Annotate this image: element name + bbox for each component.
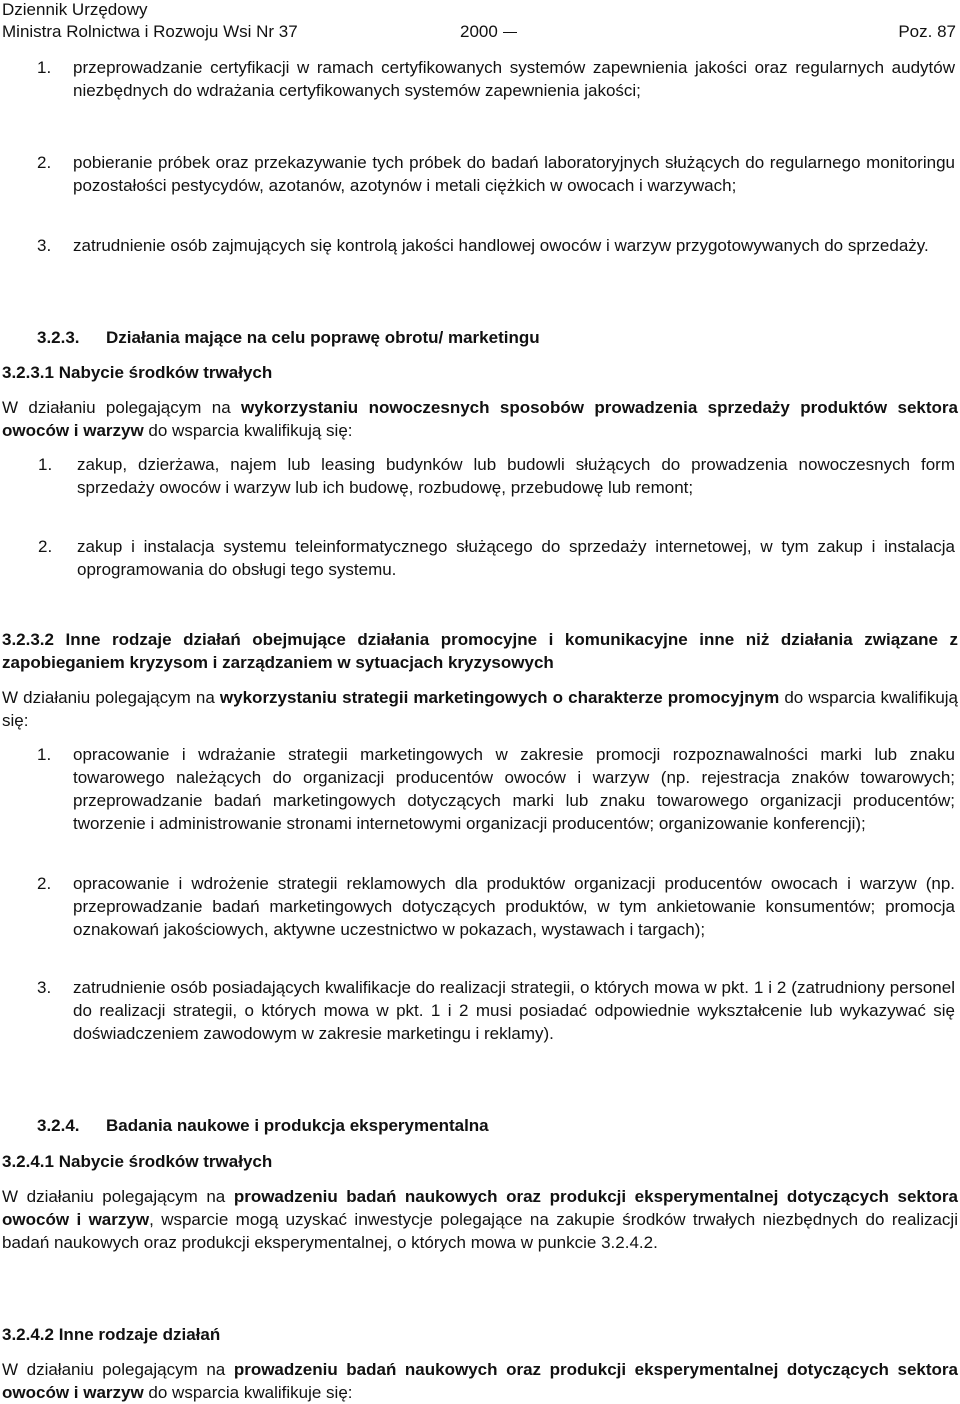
page-header — [2, 0, 958, 43]
ministry-issue: Ministra Rolnictwa i Rozwoju Wsi Nr 37 — [2, 22, 298, 41]
section-number: 3.2.4. — [37, 1116, 80, 1135]
section-intro: W działaniu polegającym na prowadzeniu badań naukowych oraz produkcji eksperymentalnej dotyczących sektora owoców i warzyw do wsparcia kwalifikuje się: — [2, 1360, 958, 1402]
journal-title: Dziennik Urzędowy — [2, 0, 148, 19]
section-intro: W działaniu polegającym na wykorzystaniu strategii marketingowych o charakterze promocyjnym do wsparcia kwalifikują się: — [2, 688, 958, 730]
position-number: Poz. 87 — [898, 22, 956, 41]
subsection-heading: 3.2.3.1 Nabycie środków trwałych — [2, 363, 273, 382]
subsection-heading: 3.2.4.1 Nabycie środków trwałych — [2, 1152, 273, 1171]
section-heading: Badania naukowe i produkcja eksperymentalna — [106, 1116, 489, 1135]
header-line — [2, 21, 958, 43]
section-heading: Działania mające na celu poprawę obrotu/ marketingu — [106, 328, 540, 347]
subsection-heading: 3.2.4.2 Inne rodzaje działań — [2, 1325, 221, 1344]
section-number: 3.2.3. — [37, 328, 80, 347]
section-intro: W działaniu polegającym na prowadzeniu badań naukowych oraz produkcji eksperymentalnej dotyczących sektora owoców i warzyw, wsparcie mogą uzyskać inwestycje polegające na zakupie środków trwałych niezbędnych do realizacji badań naukowych oraz produkcji eksperymentalnej, o których mowa w punkcie 3.2.4.2. — [2, 1187, 958, 1252]
section-intro: W działaniu polegającym na wykorzystaniu nowoczesnych sposobów prowadzenia sprzedaży produktów sektora owoców i warzyw do wsparcia kwalifikują się: — [2, 398, 958, 440]
year-label: 2000 — [460, 21, 517, 43]
subsection-heading: 3.2.3.2 Inne rodzaje działań obejmujące działania promocyjne i komunikacyjne inne niż działania związane z zapobieganiem kryzysom i zarządzaniem w sytuacjach kryzysowych — [2, 630, 958, 672]
